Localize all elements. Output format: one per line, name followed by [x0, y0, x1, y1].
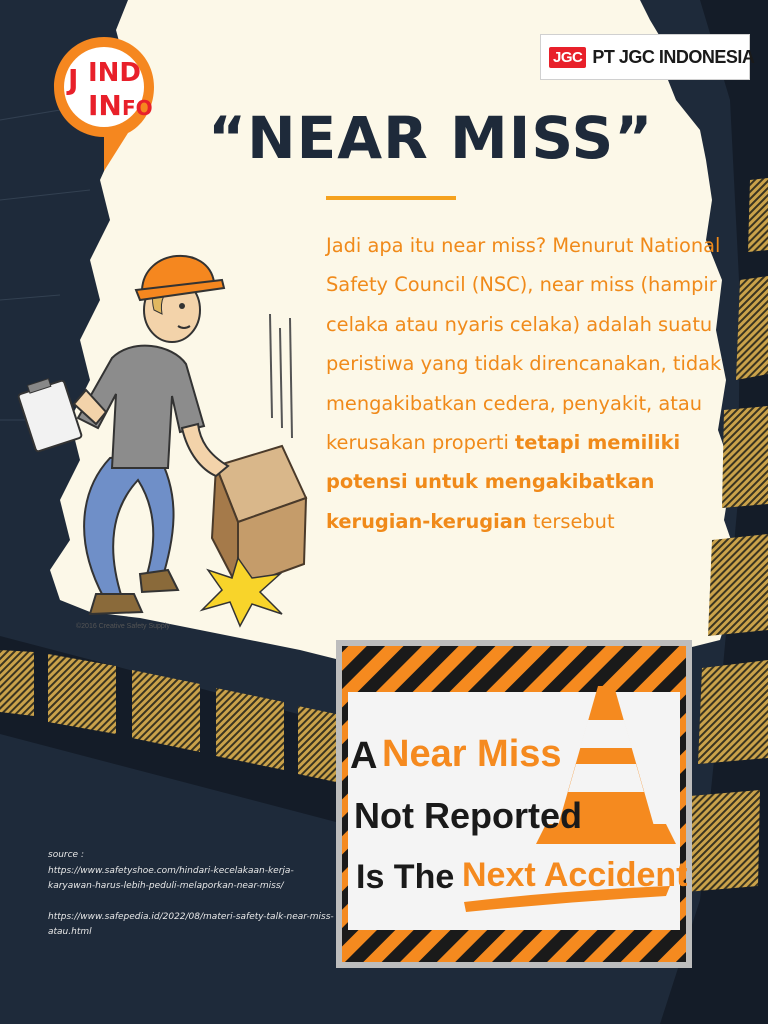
body-text — [326, 226, 736, 541]
illustration-copyright: ©2016 Creative Safety Supply — [76, 623, 170, 630]
title-underline — [326, 196, 456, 200]
source-section — [48, 848, 338, 941]
sign-line3-a: Is The — [356, 858, 455, 896]
near-miss-sign — [336, 640, 692, 968]
body-text-part1: Jadi apa itu near miss? Menurut National Safety Council (NSC), near miss (hampir celaka atau nyaris celaka) adalah suatu peristiwa yang tidak direncanakan, tidak mengakibatkan cedera, penyakit, atau kerusakan properti — [326, 234, 722, 455]
svg-text:IN: IN — [88, 89, 122, 122]
sign-line2: Not Reported — [354, 795, 582, 836]
source-link-1[interactable]: https://www.safetyshoe.com/hindari-kecelakaan-kerja-karyawan-harus-lebih-peduli-melaporkan-near-miss/ — [48, 865, 294, 891]
jindo-logo — [50, 33, 158, 175]
source-link-2[interactable]: https://www.safepedia.id/2022/08/materi-safety-talk-near-miss-atau.html — [48, 911, 334, 937]
svg-text:IND: IND — [88, 58, 142, 88]
worker-illustration — [12, 218, 324, 638]
svg-text:FO: FO — [122, 96, 153, 120]
jgc-company-name: PT JGC INDONESIA — [592, 46, 755, 67]
sign-line1-a: A — [350, 735, 378, 777]
jgc-badge: JGC — [549, 47, 586, 68]
jindo-logo-text: J — [68, 63, 79, 96]
hard-hat-icon — [136, 256, 224, 300]
body-text-bold: tetapi memiliki potensi untuk mengakibatkan kerugian-kerugian — [326, 431, 681, 533]
body-text-part2: tersebut — [526, 509, 615, 533]
clipboard-icon — [18, 379, 82, 452]
jgc-logo — [540, 34, 755, 80]
sign-line3-b: Next Accident — [462, 856, 688, 894]
sign-line1-b: Near Miss — [382, 733, 562, 775]
page-title: “NEAR MISS” — [208, 104, 654, 172]
source-label: source : — [48, 850, 84, 860]
